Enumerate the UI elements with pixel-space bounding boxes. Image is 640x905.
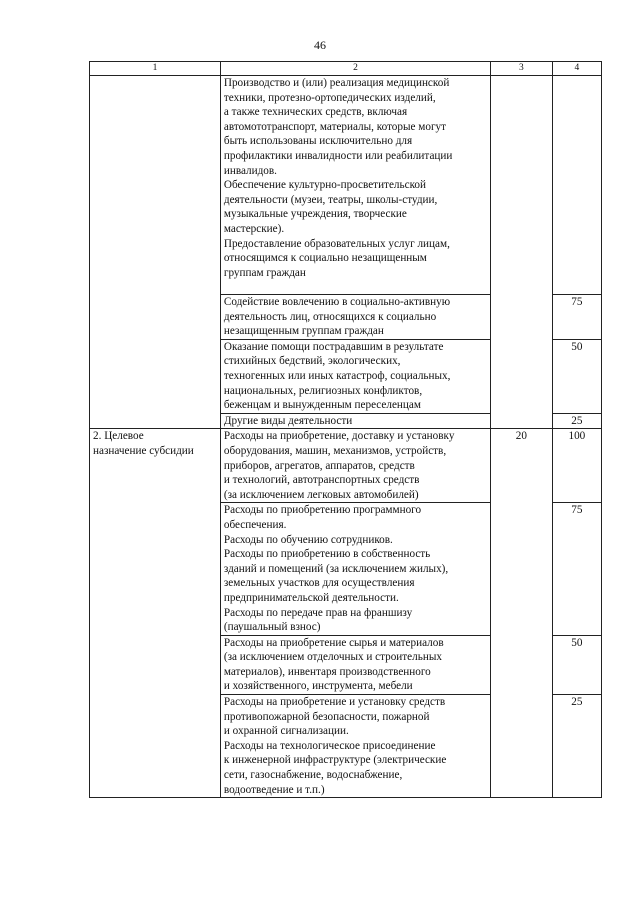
text-line: назначение субсидии (93, 444, 194, 457)
table-row (90, 76, 602, 295)
text-line: деятельность лиц, относящихся к социально (223, 310, 437, 323)
text-line: национальных, религиозных конфликтов, (223, 384, 423, 397)
description-cell (220, 635, 490, 694)
score-cell: 25 (552, 695, 601, 798)
text-line: быть использованы исключительно для (223, 135, 413, 148)
text-line: относящимся к социально незащищенным (223, 252, 427, 265)
text-line: Производство и (или) реализация медицинской (223, 77, 450, 89)
text-line: Предоставление образовательных услуг лицам, (223, 237, 450, 250)
text-line: а также технических средств, включая (223, 106, 408, 119)
text-line: стихийных бедствий, экологических, (223, 355, 401, 368)
text-line: инвалидов. (223, 164, 277, 177)
header-col-1: 1 (90, 62, 221, 76)
text-line: и охранной сигнализации. (223, 725, 349, 738)
description-cell (220, 76, 490, 295)
header-row (90, 62, 602, 76)
text-line: автомототранспорт, материалы, которые могут (223, 120, 447, 133)
description-cell (220, 695, 490, 798)
text-line: и технологий, автотранспортных средств (223, 474, 420, 487)
weight-cell (491, 76, 553, 429)
score-cell: 25 (552, 413, 601, 429)
text-line: мастерские). (223, 222, 285, 235)
text-line: Расходы по передаче прав на франшизу (223, 606, 413, 619)
text-line: Содействие вовлечению в социально-активную (223, 296, 451, 308)
score-cell (552, 76, 601, 295)
text-line: приборов, агрегатов, аппаратов, средств (223, 459, 415, 472)
text-line: водоотведение и т.п.) (223, 783, 325, 796)
text-line: Расходы на приобретение и установку средств (223, 696, 446, 709)
text-line: деятельности (музеи, театры, школы-студии, (223, 193, 438, 206)
text-line: музыкальные учреждения, творческие (223, 208, 407, 221)
text-line: и хозяйственного, инструмента, мебели (223, 680, 413, 693)
text-line: Расходы по приобретению в собственность (223, 548, 431, 561)
header-col-4: 4 (552, 62, 601, 76)
text-line: 2. Целевое (93, 430, 144, 443)
weight-cell: 20 (491, 429, 553, 798)
text-line: к инженерной инфраструктуре (электрические (223, 754, 447, 767)
text-line: Оказание помощи пострадавшим в результате (223, 340, 444, 353)
text-line: земельных участков для осуществления (223, 577, 415, 590)
score-cell: 75 (552, 295, 601, 340)
text-line: (за исключением легковых автомобилей) (223, 488, 419, 501)
criterion-cell (90, 429, 221, 798)
text-line: (за исключением отделочных и строительных (223, 651, 442, 664)
description-cell (220, 429, 490, 503)
text-line: Расходы по приобретению программного (223, 504, 422, 517)
description-cell (220, 295, 490, 340)
header-col-3: 3 (491, 62, 553, 76)
score-cell: 100 (552, 429, 601, 503)
score-cell: 50 (552, 339, 601, 413)
text-line: Расходы на приобретение сырья и материалов (223, 636, 444, 649)
text-line: (паушальный взнос) (223, 621, 321, 634)
score-cell: 75 (552, 503, 601, 635)
text-line: профилактики инвалидности или реабилитации (223, 149, 453, 162)
description-cell (220, 503, 490, 635)
text-line: группам граждан (223, 266, 306, 279)
text-line: беженцам и вынужденным переселенцам (223, 399, 421, 412)
description-cell (220, 339, 490, 413)
text-line: Расходы на технологическое присоединение (223, 739, 436, 752)
criteria-table (89, 61, 602, 798)
score-cell: 50 (552, 635, 601, 694)
text-line: сети, газоснабжение, водоснабжение, (223, 769, 403, 782)
text-line: незащищенным группам граждан (223, 325, 384, 338)
text-line: зданий и помещений (за исключением жилых), (223, 562, 449, 575)
criterion-cell (90, 76, 221, 429)
text-line: обеспечения. (223, 518, 287, 531)
text-line: оборудования, машин, механизмов, устройств, (223, 444, 447, 457)
text-line: противопожарной безопасности, пожарной (223, 710, 430, 723)
text-line: техногенных или иных катастроф, социальных, (223, 369, 451, 382)
page-number: 46 (314, 38, 326, 52)
text-line: Расходы по обучению сотрудников. (223, 533, 393, 546)
text-line: материалов), инвентаря производственного (223, 665, 431, 678)
text-line: техники, протезно-ортопедических изделий, (223, 91, 436, 104)
description-cell (220, 413, 490, 429)
text-line: Другие виды деятельности (223, 414, 353, 427)
header-col-2: 2 (220, 62, 490, 76)
text-line: Расходы на приобретение, доставку и установку (223, 430, 455, 443)
text-line: предпринимательской деятельности. (223, 591, 399, 604)
text-line: Обеспечение культурно-просветительской (223, 179, 427, 192)
table-row (90, 429, 602, 503)
